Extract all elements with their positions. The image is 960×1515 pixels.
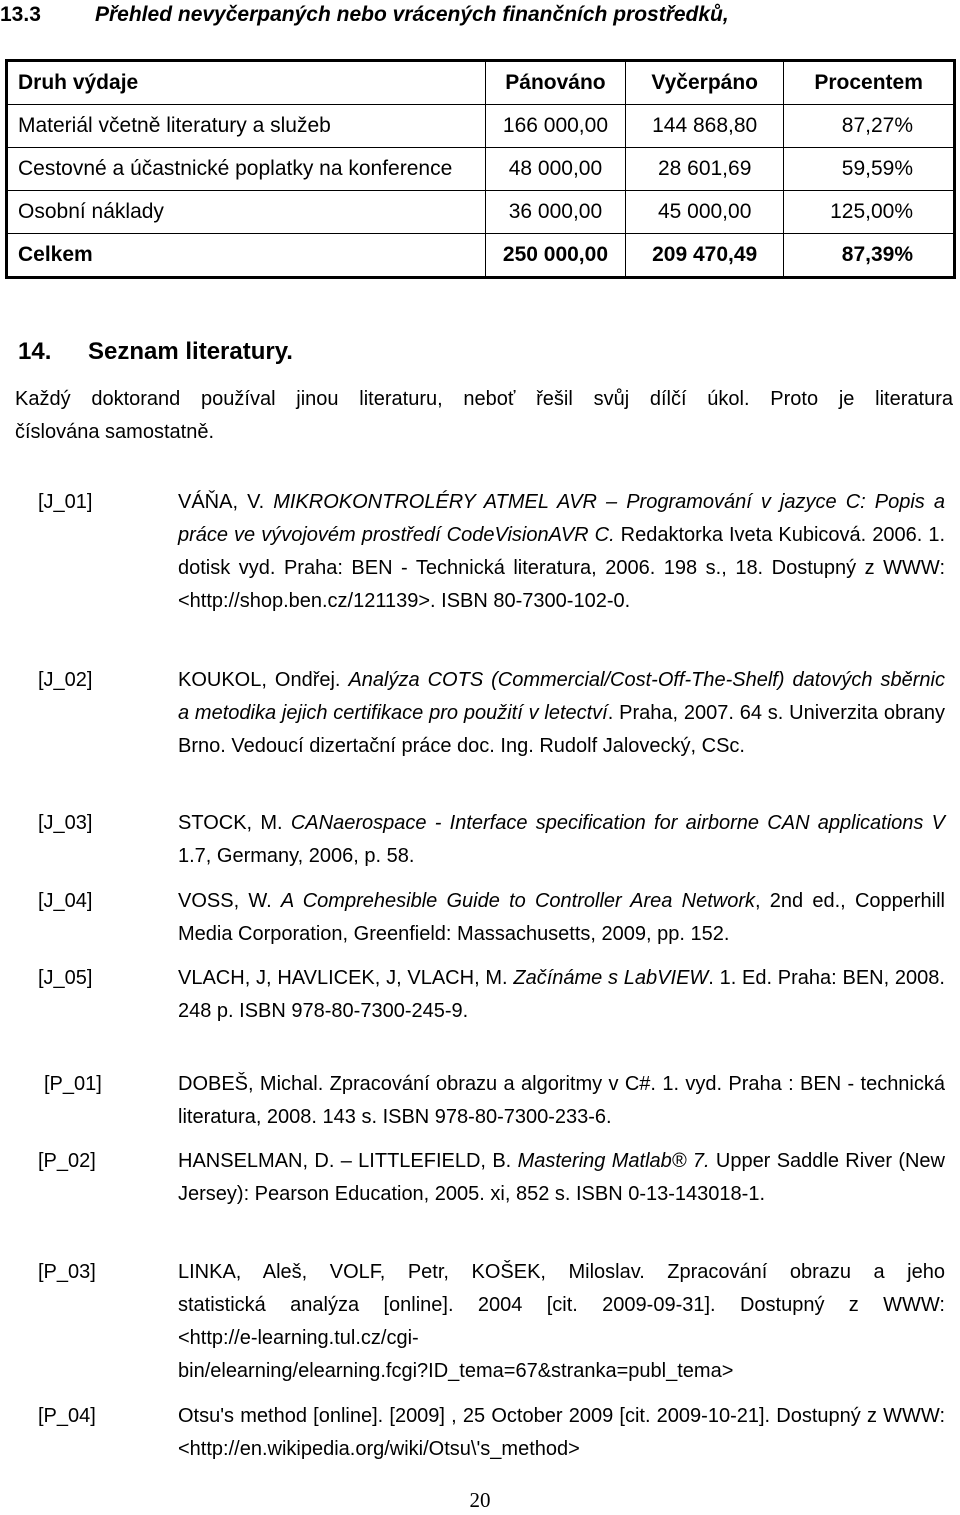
table-cell: 144 868,80 <box>626 105 784 148</box>
table-cell: 125,00% <box>784 191 955 234</box>
table-row <box>7 148 955 191</box>
reference-segment: Otsu's method [online]. [2009] , 25 October 2009 [cit. 2009-10-21]. Dostupný z WWW: <http://en.wikipedia.org/wiki/Otsu\'s_method> <box>178 1405 945 1460</box>
reference-segment: VLACH, J, HAVLICEK, J, VLACH, M. <box>178 967 514 989</box>
table-cell: Cestovné a účastnické poplatky na konference <box>7 148 486 191</box>
intro-line: číslována samostatně. <box>15 421 214 443</box>
reference-segment: HANSELMAN, D. – LITTLEFIELD, B. <box>178 1150 518 1172</box>
table-cell: 48 000,00 <box>485 148 625 191</box>
reference-title-italic: A Comprehesible Guide to Controller Area Network <box>280 890 755 912</box>
table-cell: 87,27% <box>784 105 955 148</box>
section-number: 13.3 <box>0 3 41 26</box>
chapter-title: Seznam literatury. <box>88 338 293 365</box>
reference-label: [P_03] <box>38 1261 96 1283</box>
total-cell: 87,39% <box>784 234 955 278</box>
reference-segment: DOBEŠ, Michal. Zpracování obrazu a algoritmy v C#. 1. vyd. Praha : BEN - technická literatura, 2008. 143 s. ISBN 978-80-7300-233-6. <box>178 1073 945 1128</box>
reference-segment: Redaktorka Iveta Kubicová. 2006. 1. dotisk vyd. Praha: BEN - Technická literatura, 2006. 198 s., 18. Dostupný z WWW: <http://shop.ben.cz/121139>. ISBN 80-7300-102-0. <box>178 524 946 612</box>
reference-title-italic: Začínáme s LabVIEW <box>513 967 709 989</box>
table-header-row <box>7 61 955 105</box>
section-heading <box>0 0 960 30</box>
reference-line: LINKA, Aleš, VOLF, Petr, KOŠEK, Miloslav. Zpracování obrazu a jeho <box>178 1261 945 1283</box>
reference-segment: . 1. Ed. Praha: BEN, 2008. 248 p. ISBN 978-80-7300-245-9. <box>178 967 945 1022</box>
reference-text <box>178 486 945 618</box>
reference-text <box>178 1256 945 1388</box>
table-cell: 28 601,69 <box>626 148 784 191</box>
reference-text <box>178 1145 945 1211</box>
table-cell: 45 000,00 <box>626 191 784 234</box>
reference-label: [J_03] <box>38 812 93 834</box>
reference-text <box>178 962 945 1028</box>
table-cell: 59,59% <box>784 148 955 191</box>
reference-label: [J_02] <box>38 669 93 691</box>
header-cell: Pánováno <box>485 61 625 105</box>
reference-label: [P_01] <box>44 1073 102 1095</box>
reference-text <box>178 885 945 951</box>
total-cell: 209 470,49 <box>626 234 784 278</box>
reference-text <box>178 1068 945 1134</box>
reference-label: [J_01] <box>38 491 93 513</box>
reference-text <box>178 1400 945 1466</box>
reference-segment: VOSS, W. <box>178 890 281 912</box>
reference-segment: KOUKOL, Ondřej. <box>178 669 349 691</box>
reference-label: [J_04] <box>38 890 93 912</box>
reference-line: <http://e-learning.tul.cz/cgi- <box>178 1327 419 1349</box>
reference-segment: . Praha, 2007. 64 s. Univerzita obrany Brno. Vedoucí dizertační práce doc. Ing. Rudolf Jalovecký, CSc. <box>178 702 946 757</box>
reference-label: [P_04] <box>38 1405 96 1427</box>
total-cell: Celkem <box>7 234 486 278</box>
reference-segment: 1.7, Germany, 2006, p. 58. <box>178 845 415 867</box>
table-cell: Materiál včetně literatury a služeb <box>7 105 486 148</box>
reference-label: [J_05] <box>38 967 93 989</box>
section-title: Přehled nevyčerpaných nebo vrácených finančních prostředků, <box>95 3 729 26</box>
reference-title-italic: MIKROKONTROLÉRY ATMEL AVR – Programování v jazyce C: Popis a práce ve vývojovém prostředí CodeVisionAVR C. <box>178 491 945 546</box>
header-cell: Vyčerpáno <box>626 61 784 105</box>
reference-line: statistická analýza [online]. 2004 [cit. 2009-09-31]. Dostupný z WWW: <box>178 1294 945 1316</box>
page-number: 20 <box>469 1488 491 1512</box>
table-cell: 36 000,00 <box>485 191 625 234</box>
reference-label: [P_02] <box>38 1150 96 1172</box>
reference-title-italic: CANaerospace - Interface specification for airborne CAN applications V <box>290 812 946 834</box>
table-cell: 166 000,00 <box>485 105 625 148</box>
finance-table <box>5 59 956 279</box>
table-total-row <box>7 234 955 278</box>
reference-title-italic: Mastering Matlab® 7. <box>517 1150 710 1172</box>
chapter-number: 14. <box>18 338 52 365</box>
table-cell: Osobní náklady <box>7 191 486 234</box>
chapter-heading <box>18 336 293 368</box>
header-cell: Druh výdaje <box>7 61 486 105</box>
reference-title-italic: Analýza COTS (Commercial/Cost-Off-The-Shelf) datových sběrnic a metodika jejich certifikace pro použití v letectví <box>178 669 945 724</box>
reference-segment: Upper Saddle River (New Jersey): Pearson Education, 2005. xi, 852 s. ISBN 0-13-143018-1. <box>178 1150 945 1205</box>
intro-paragraph <box>15 383 953 449</box>
reference-segment: STOCK, M. <box>178 812 291 834</box>
reference-text <box>178 664 945 763</box>
table-row <box>7 105 955 148</box>
total-cell: 250 000,00 <box>485 234 625 278</box>
reference-segment: , 2nd ed., Copperhill Media Corporation, Greenfield: Massachusetts, 2009, pp. 152. <box>178 890 945 945</box>
intro-line: Každý doktorand používal jinou literaturu, neboť řešil svůj dílčí úkol. Proto je literatura <box>15 388 953 410</box>
reference-text <box>178 807 945 873</box>
header-cell: Procentem <box>784 61 955 105</box>
table-row <box>7 191 955 234</box>
reference-segment: VÁŇA, V. <box>178 491 274 513</box>
reference-line: bin/elearning/elearning.fcgi?ID_tema=67&stranka=publ_tema> <box>178 1360 734 1382</box>
